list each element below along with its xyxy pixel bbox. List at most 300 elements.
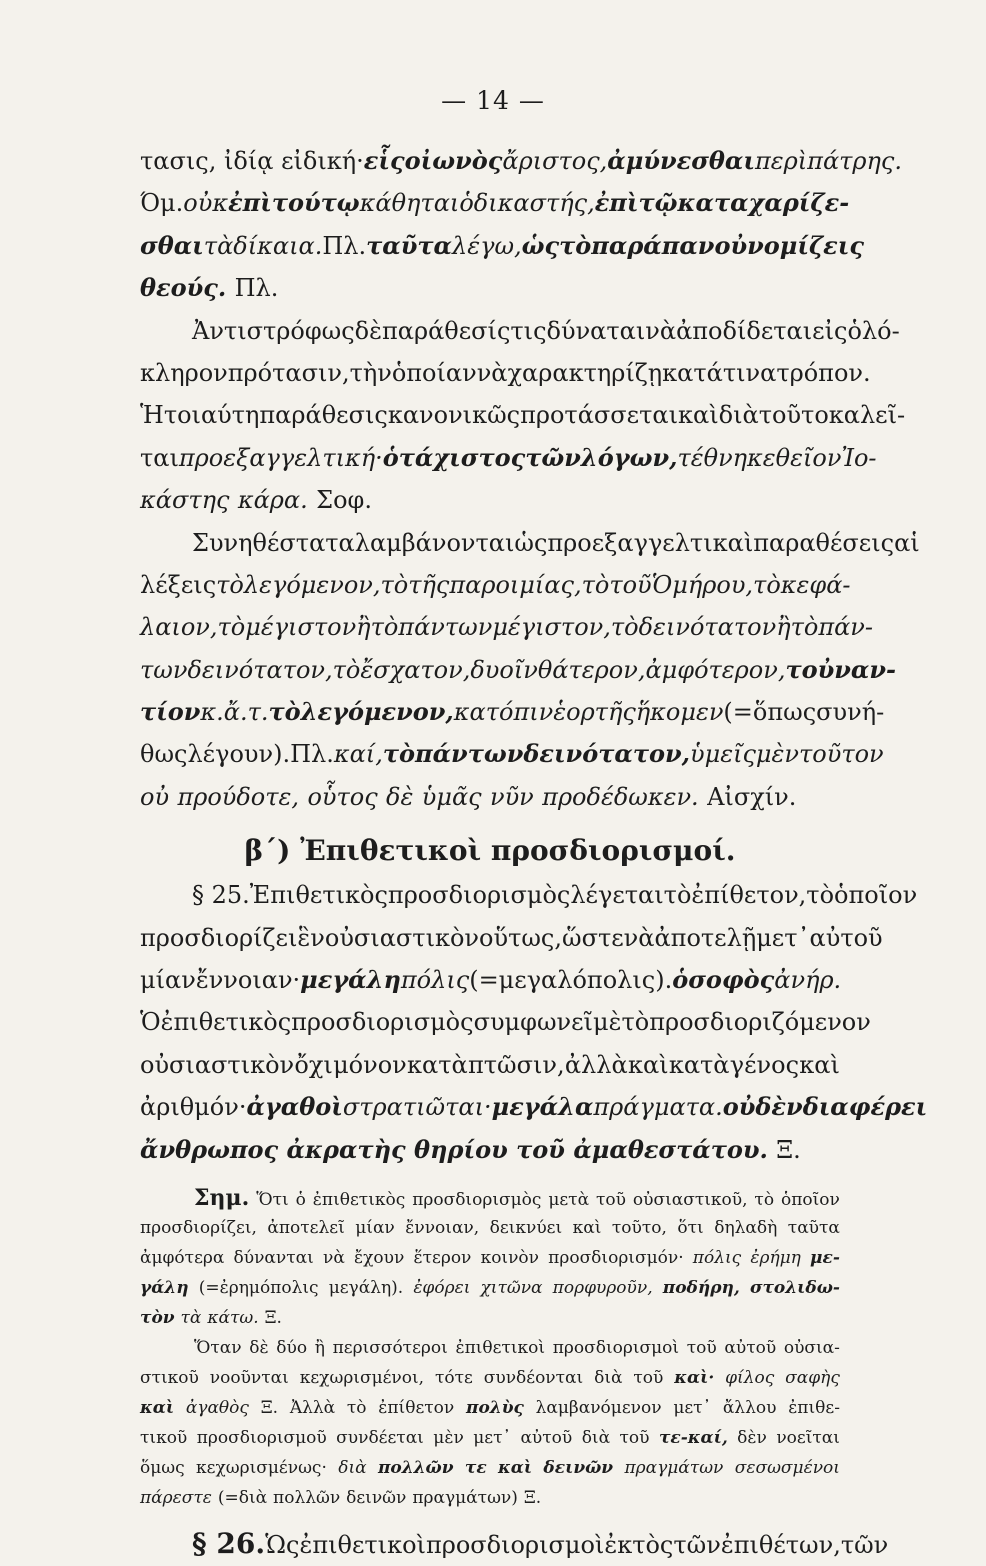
word: νὰ [645,316,677,345]
word: κανονικῶς [387,401,521,430]
word: διὰ [581,1427,611,1448]
word: θηρίου [414,1134,508,1164]
note-line [140,1243,840,1273]
word: καὶ [799,1050,840,1079]
word: τὸ [217,613,246,642]
word: οὐσιαστικὸν [140,1050,295,1079]
word: τρόπον. [776,358,871,387]
word: ἀμφότερον, [645,655,786,684]
word: δεινῶν [543,1457,614,1478]
word: παράθεσις [259,401,388,430]
text-line [192,310,900,352]
word: καὶ [498,1457,533,1478]
word: μετὰ [548,1189,590,1210]
word: ἀνήρ. [774,966,842,995]
word: δύνανται [233,1247,314,1268]
word: καλεῖ- [828,401,906,430]
word: τὸ [268,697,301,727]
word: λέξεις [140,570,217,599]
word: προσδιορίζει, [140,1217,257,1238]
word: οὐσιαστικὸν [324,923,480,952]
word: στικοῦ [140,1367,199,1388]
word: νὰ [623,923,655,952]
word: ἢ [314,1337,325,1358]
word: τις [510,316,547,345]
word: στολιδω- [749,1277,840,1298]
text-line [140,437,877,479]
note-line [140,1363,840,1393]
word: κατὰ [407,1050,468,1079]
word: τάχιστος [398,442,526,472]
word: Ὅτι [256,1189,289,1210]
text-line [140,182,850,224]
word: παράθεσίς [381,316,511,345]
word: πρότασιν, [227,358,350,387]
word: οὐσια- [783,1337,840,1358]
word: μετ᾿ [473,1427,512,1448]
word: Ἡ [140,401,164,430]
word: διαφέρει [802,1092,928,1122]
word: τικοῦ [140,1427,188,1448]
word: συνή- [816,698,885,727]
word: μετ᾿ [756,923,810,952]
text-line [192,522,920,564]
word: των [140,655,188,684]
note-line [140,1213,840,1243]
word: καὶ [678,401,719,430]
word: τὸ [346,1397,367,1418]
word: λαμβάνονται [354,528,515,557]
word: τίον [140,697,201,727]
word: τοιαύτη [163,401,260,430]
word: νοοῦνται [209,1367,289,1388]
word: (=ἐρημόπολις [198,1277,319,1298]
word: διὰ [594,1367,623,1388]
word: ἐπιθε- [788,1397,840,1418]
word: τοῦ [596,1189,626,1210]
word: ταῦτα [366,230,453,260]
word: ὅμως [140,1457,185,1478]
word: τὸ [370,613,399,642]
word: πράγματα. [593,1093,723,1122]
word: σεσωσμένοι [734,1457,840,1478]
word: ἔχουν [353,1247,405,1268]
word: τοῦ [516,1134,565,1164]
word: Πλ. [322,231,367,260]
word: τὸ [382,739,415,769]
word: δηλαδὴ [714,1217,778,1238]
word: Πλ. [290,740,334,769]
word: ταῦτα [787,1217,840,1238]
word: Σοφ. [316,486,372,515]
word: ἀκρατὴς [286,1134,406,1164]
word: μέγιστον, [492,613,611,642]
word: γένος [729,1050,800,1079]
word: (=ὅπως [723,698,817,727]
word: τὸ [663,881,692,910]
word: μὲν [433,1427,464,1448]
word: τὸ [754,1189,775,1210]
text-line [140,1129,840,1171]
word: δικαστής, [473,189,595,218]
note-line [140,1483,840,1513]
word: συμφωνεῖ [473,1008,593,1037]
word: ἢ [356,613,371,642]
word: ὡς [514,528,548,557]
text-line [140,394,906,436]
word: πορφυροῦν, [552,1277,653,1298]
word: ἄριστος, [502,147,608,175]
word: τὸ [610,613,639,642]
word: τὸ [559,230,592,260]
word: εἰς [812,316,848,345]
word: σαφὴς [785,1367,840,1388]
note-line [140,1453,840,1483]
word: νὰ [322,1247,345,1268]
word: τὸν [140,1307,175,1328]
word: οὐ [714,230,748,260]
word: προύδοτε, [177,782,300,811]
word: ἓν [297,923,325,952]
text-line [140,649,896,691]
word: ἥκομεν [635,698,724,727]
word: προδέδωκεν. [542,782,699,811]
word: μὲ [592,1008,622,1037]
word: Ξ. [260,1397,279,1418]
note-line [140,1393,840,1423]
word: μέγιστον [245,613,357,642]
text-line [140,1044,840,1086]
word: ὥστε [562,923,624,952]
word: πάντων [415,739,524,769]
word: λέγουν). [187,740,291,769]
note-line [140,1303,840,1333]
word: μεγάλα [491,1092,594,1122]
word: τινα [722,358,777,387]
word: προσδιορίζει [140,923,298,952]
word: ἐρήμη [750,1247,801,1268]
word: προσδιορισμὸς [412,1189,542,1210]
word: χιτῶνα [480,1277,543,1298]
word: τασις, ἰδίᾳ εἰδική· [140,147,364,175]
word: νομίζεις [747,230,864,260]
word: Ὅταν [194,1337,242,1358]
word: ἕτερον [413,1247,472,1268]
word: νὰ [476,358,508,387]
word: τὸ [332,655,361,684]
note-line [140,1423,840,1453]
word: τοῦτον [799,740,884,769]
word: ἀριθμόν· [140,1093,247,1122]
word: ἄνθρωπος [140,1134,279,1164]
word: οὕτως, [479,923,562,952]
word: τὰ [180,1307,202,1328]
word: ὅτι [677,1217,704,1238]
word: ὑμᾶς [421,782,482,811]
word: λόγων, [580,442,678,472]
word: τῶν [525,442,581,472]
word: ἐπὶ [228,188,272,218]
word: τοῦτο, [611,1217,667,1238]
word: ὁποῖον [780,1189,840,1210]
word: μεγάλη [300,965,401,995]
word: δύναται [546,316,646,345]
word: πτῶσιν, [467,1050,565,1079]
word: δεινότατον, [523,739,690,769]
word: πάν- [818,613,873,642]
text-line [140,564,851,606]
word: αὐτοῦ [809,923,883,952]
text-line [140,479,840,521]
word: κεφά- [780,570,851,599]
word: τὸ [790,613,819,642]
text-line [192,874,918,916]
word: (=μεγαλόπολις). [469,966,673,995]
word: μὲν [755,740,799,769]
word: ἑορτῆς [553,698,636,727]
word: καὶ [140,1397,175,1418]
word: νοεῖται [776,1427,840,1448]
word: Ξ. [264,1307,282,1328]
word: Ξ. [523,1487,542,1508]
word: τοῦ [609,570,652,599]
word: διὰ [338,1457,367,1478]
word: θεῖον [775,443,842,472]
word: ται [140,443,179,472]
word: Αἰσχίν. [707,782,797,811]
word: τὸ [216,570,244,599]
word: σθαι [140,230,204,260]
word: με- [810,1247,840,1268]
word: ἀποτελεῖ [267,1217,345,1238]
word: κάστης [140,486,230,515]
word: αἱ [894,528,920,557]
word: κεχωρισμένοι, [299,1367,425,1388]
word: ἄλλου [722,1397,777,1418]
section-number: § 25. [192,881,250,910]
word: δίκαια. [233,231,323,260]
word: δεινότατον [638,613,777,642]
word: ἀποτελῇ [654,923,757,952]
word: οὐδὲν [722,1092,803,1122]
word: θως [140,740,188,769]
word: τοῦ [619,1427,650,1448]
word: προσδιορισμοὶ [552,1337,680,1358]
word: ἀγαθοὶ [246,1092,343,1122]
word: πάντων [398,613,493,642]
word: ἔννοιαν· [195,966,301,995]
word: τοὐναν- [785,654,896,684]
word: τὸ [380,570,409,599]
word: καταχαρίζε- [677,188,850,218]
word: Συνηθέστατα [192,528,355,557]
word: προσδιορισμοὶ [425,1530,605,1559]
word: ἐπιθετικοὶ [299,1530,426,1559]
word: κληρον [140,358,228,387]
word: πραγμάτων) [412,1487,518,1508]
word: τε [464,1457,487,1478]
word: δεινῶν [346,1487,407,1508]
word: τὸ [806,881,835,910]
word: παράπαν [591,230,715,260]
word: ἀμφότερα [140,1247,225,1268]
word: θάτερον, [537,655,646,684]
word: προσδιορισμοῦ [196,1427,327,1448]
word: πολλῶν [273,1487,341,1508]
text-line [140,140,902,182]
word: μόνον [333,1050,407,1079]
text-line [140,733,884,775]
word: κοινὸν [480,1247,539,1268]
section-number: § 26. [192,1526,266,1560]
word: ὡς [521,230,560,260]
word: λαιον, [140,613,218,642]
word: κ.ἄ.τ. [200,698,269,727]
text-line [140,691,885,733]
word: δὲ [354,316,382,345]
word: Όμ. [140,189,184,218]
word: κεχωρισμένως· [196,1457,327,1478]
word: περισσότεροι [332,1337,448,1358]
word: πάρεστε [140,1487,212,1508]
word: ἀλλὰ [564,1050,628,1079]
word: αὐτοῦ [724,1337,777,1358]
word: τοῦ [633,1367,664,1388]
word: σοφὸς [688,965,775,995]
word: ἐπιθέτων, [720,1530,841,1559]
text-line [140,959,840,1001]
section-heading: β΄) Ἐπιθετικοὶ προσδιορισμοί. [244,834,736,868]
note-label: Σημ. [194,1184,250,1211]
word: λέγω, [452,231,522,260]
word: τέθνηκε [677,443,776,472]
word: ὑμεῖς [690,740,756,769]
word: δεινότατον, [187,655,333,684]
text-line [140,1001,871,1043]
word: οὗτος [307,782,378,811]
word: δὲν [737,1427,767,1448]
word: δὲ [249,1337,269,1358]
word: δεικνύει [489,1217,563,1238]
page-number: — 14 — [441,86,545,115]
word: δύο [276,1337,308,1358]
word: ὄχι [294,1050,333,1079]
text-line [140,225,864,267]
word: καὶ· [674,1367,715,1388]
word: πόλις [400,966,470,995]
word: προεξαγγελτικαὶ [547,528,754,557]
word: ἔσχατον, [360,655,471,684]
word: στρατιῶται· [342,1093,492,1122]
word: ποδήρη, [662,1277,740,1298]
word: ἔννοιαν, [405,1217,480,1238]
word: κατά [662,358,723,387]
word: μετ᾿ [673,1397,712,1418]
word: Πλ. [234,274,279,303]
word: ἐφόρει [413,1277,471,1298]
word: παροιμίας, [449,570,582,599]
word: διὰ [718,401,759,430]
word: προσδιορισμὸς [387,881,571,910]
note-line [194,1183,840,1213]
word: Ὁμήρου, [651,570,754,599]
word: ὁ [459,189,474,218]
word: ὁ [672,965,689,995]
word: ἐπιθετικὸς [312,1189,406,1210]
word: κατόπιν [453,698,554,727]
text-line [140,352,871,394]
word: ἐπιθετικὸς [160,1008,292,1037]
word: Ὡς [265,1530,300,1559]
word: παραθέσεις [753,528,895,557]
word: τῶν [673,1530,721,1559]
word: πάτρης. [807,147,902,175]
word: προεξαγγελτική· [178,443,383,472]
word: νῦν [490,782,534,811]
text-line [140,917,883,959]
note-line [140,1273,840,1303]
word: Ἀλλὰ [289,1397,336,1418]
word: γάλη [140,1277,189,1298]
word: ἐκτὸς [604,1530,674,1559]
text-line [140,606,873,648]
word: φίλος [725,1367,775,1388]
word: καὶ [572,1217,602,1238]
word: συνδέεται [336,1427,424,1448]
note-line [194,1333,840,1363]
text-line [192,1523,889,1565]
word: τοῦ [686,1337,717,1358]
word: ἀμαθεστάτου. [573,1134,768,1164]
word: ἀγαθὸς [185,1397,249,1418]
word: λεγόμενον, [300,697,454,727]
word: μίαν [355,1217,395,1238]
word: κατὰ [668,1050,730,1079]
word: τὸ [621,1008,650,1037]
word: τὸ [753,570,781,599]
word: ἀποδίδεται [676,316,813,345]
word: μίαν [140,966,196,995]
word: δὲ [386,782,414,811]
word: Ἰο- [841,443,877,472]
page-text [140,140,928,1565]
text-line [140,267,840,309]
word: οἰωνὸς [404,146,503,175]
word: προσδιορισμόν· [548,1247,684,1268]
word: ὁ [382,442,399,472]
word: πόλις [692,1247,742,1268]
word: ὁποίαν [391,358,477,387]
word: τοῦτο [758,401,829,430]
word: εἷς [363,146,405,175]
word: οὐκ [183,189,229,218]
word: προσδιορισμὸς [291,1008,474,1037]
word: ὁλό- [847,316,900,345]
word: ὁ [295,1189,306,1210]
word: ἐπὶ [594,188,639,218]
word: κάτω. [207,1307,259,1328]
word: καί, [333,740,383,769]
word: προσδιοριζόμενον [649,1008,871,1037]
word: καὶ [627,1050,669,1079]
word: ὁποῖον [834,881,918,910]
word: ἐπιθετικοὶ [455,1337,546,1358]
word: τότε [434,1367,473,1388]
word: Ἀντιστρόφως [192,316,355,345]
word: ἐπίθετον [378,1397,455,1418]
word: συνδέονται [483,1367,584,1388]
text-line [140,1086,928,1128]
